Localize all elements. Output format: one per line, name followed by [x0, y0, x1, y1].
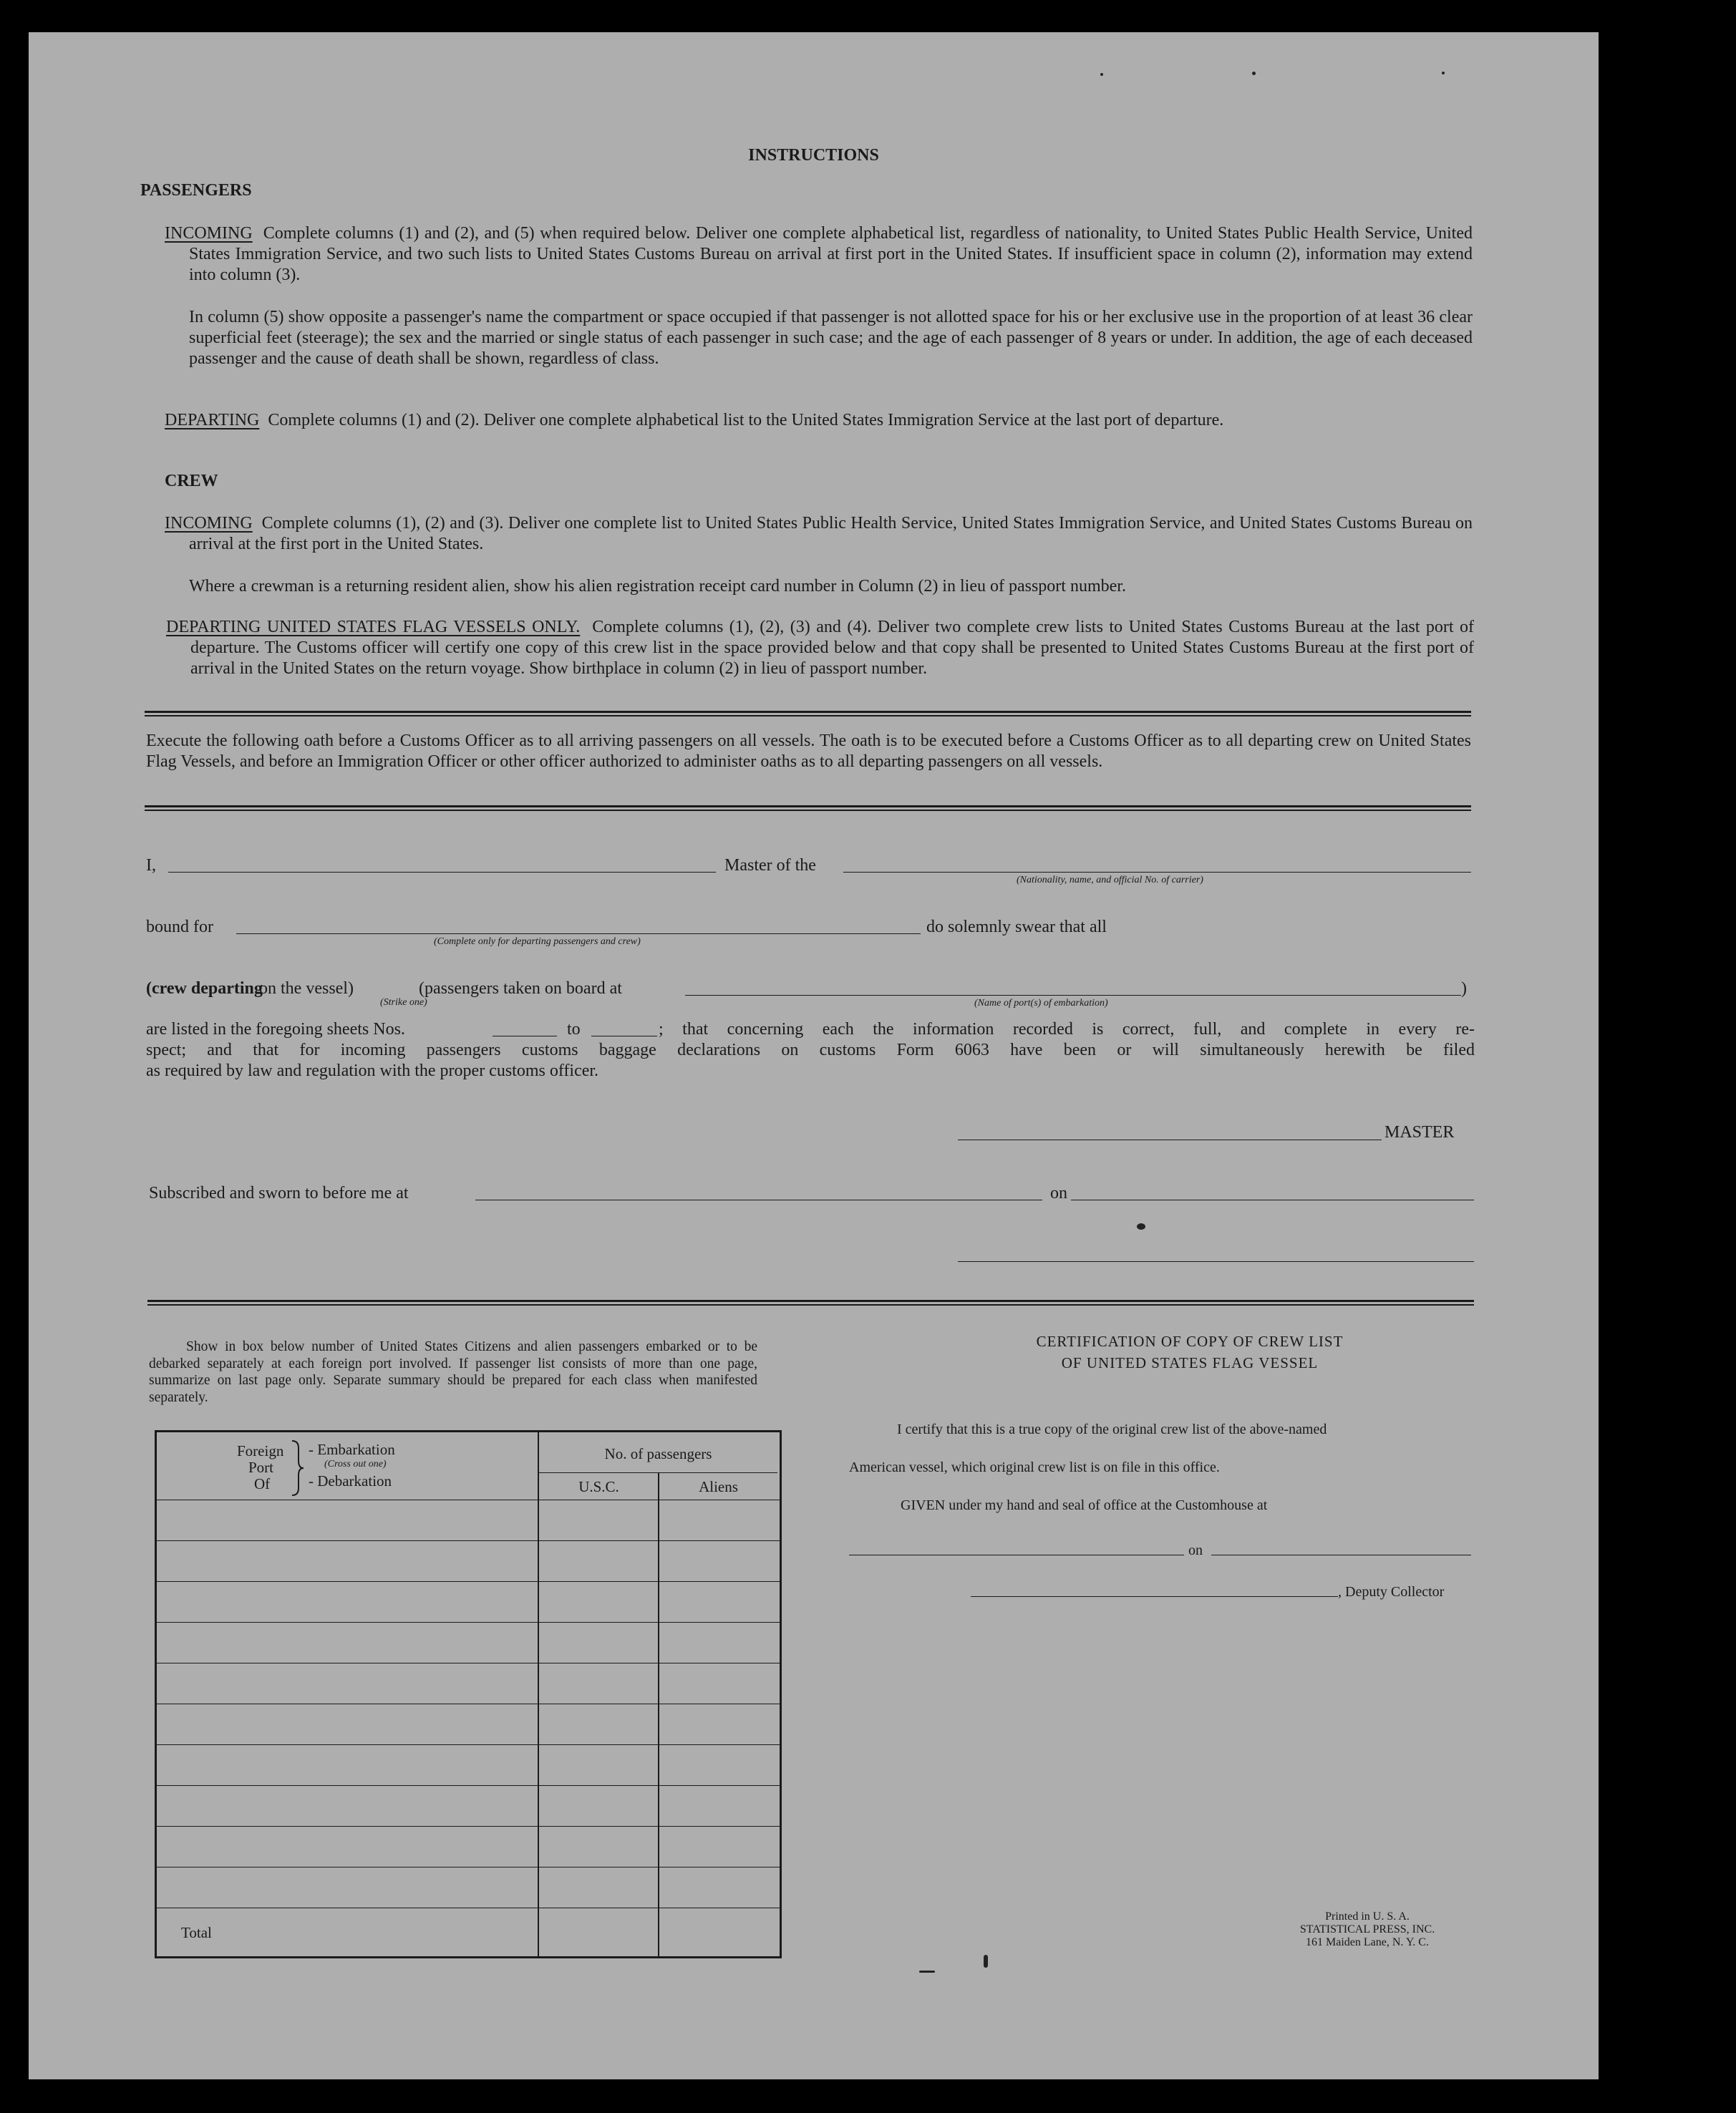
- table-row: [157, 1785, 780, 1786]
- cross-out-caption: (Cross out one): [324, 1459, 387, 1470]
- debarkation-label: - Debarkation: [309, 1472, 392, 1490]
- ink-speck: [1252, 72, 1256, 75]
- summary-instructions: Show in box below number of United States Citizens and alien passengers embarked or to be debarked separately at each foreign port involved. If passenger list consists of more than one page, summarize on last page only. Separate summary should be prepared for each class when manifested separately.: [149, 1339, 757, 1405]
- column-divider: [658, 1472, 659, 1956]
- port-embarkation-line[interactable]: [685, 995, 1461, 996]
- of-label: Of: [254, 1475, 271, 1492]
- table-row: [157, 1744, 780, 1745]
- column-divider: [538, 1432, 539, 1956]
- certification-on-text: on: [1188, 1543, 1203, 1558]
- crew-heading: CREW: [165, 472, 218, 490]
- usc-header: U.S.C.: [578, 1478, 619, 1495]
- certify-line-1: I certify that this is a true copy of the original crew list of the above-named: [897, 1422, 1327, 1437]
- certification-title-1: CERTIFICATION OF COPY OF CREW LIST: [1036, 1333, 1344, 1350]
- crew-departing-label: DEPARTING UNITED STATES FLAG VESSELS ONLY.: [166, 618, 581, 636]
- printer-line-1: Printed in U. S. A.: [1325, 1910, 1410, 1923]
- foreign-label: Foreign: [237, 1442, 284, 1459]
- master-label: MASTER: [1385, 1123, 1455, 1142]
- embarkation-label: - Embarkation: [309, 1441, 395, 1458]
- bound-for-label: bound for: [146, 918, 213, 936]
- brace-icon: [290, 1439, 306, 1497]
- passengers-incoming-paragraph: [165, 223, 1473, 286]
- strike-caption: (Strike one): [380, 997, 427, 1008]
- instructions-title: INSTRUCTIONS: [748, 146, 879, 165]
- crew-departing-text: (crew departing: [146, 979, 263, 998]
- ink-speck: [1100, 73, 1103, 76]
- officer-signature-line[interactable]: [958, 1261, 1474, 1262]
- master-of-the-label: Master of the: [724, 856, 816, 875]
- printer-line-2: STATISTICAL PRESS, INC.: [1299, 1923, 1435, 1935]
- master-name-line[interactable]: [168, 872, 716, 873]
- given-text: GIVEN under my hand and seal of office at the Customhouse at: [901, 1497, 1268, 1513]
- listed-rest-line-2: spect; and that for incoming passengers customs baggage declarations on customs Form 6063 have been or will simultaneously herewith be filed: [146, 1041, 1475, 1059]
- departing-text: Complete columns (1) and (2). Deliver one complete alphabetical list to the United States Immigration Service at the last port of departure.: [268, 411, 1224, 429]
- on-the-vessel-text: on the vessel): [259, 979, 354, 998]
- certify-line-2: American vessel, which original crew list is on file in this office.: [849, 1459, 1220, 1475]
- crew-incoming-text: Complete columns (1), (2) and (3). Deliver one complete list to United States Public Health Service, United States Immigration Service, and United States Customs Bureau on arrival at the first port in the United States.: [189, 514, 1473, 553]
- port-label: Port: [248, 1459, 274, 1476]
- divider-double: [145, 805, 1471, 811]
- table-row: [157, 1826, 780, 1827]
- on-text: on: [1050, 1184, 1067, 1203]
- crewman-paragraph: Where a crewman is a returning resident alien, show his alien registration receipt card number in Column (2) in lieu of passport number.: [189, 577, 1126, 596]
- ink-speck: [1442, 72, 1445, 74]
- crew-incoming-label: INCOMING: [165, 514, 253, 533]
- i-label: I,: [146, 856, 156, 875]
- no-of-passengers-header: No. of passengers: [604, 1445, 712, 1462]
- crew-departing-text: Complete columns (1), (2), (3) and (4). Deliver two complete crew lists to United States Customs Bureau at the last port of departure. The Customs officer will certify one copy of this crew list in the space provided below and that copy shall be presented to United States Customs Bureau at the first port of arrival in the United States on the return voyage. Show birthplace in column (2) in lieu of passport number.: [190, 618, 1474, 678]
- subscribed-text: Subscribed and sworn to before me at: [149, 1184, 409, 1203]
- deputy-signature-line[interactable]: [971, 1596, 1338, 1597]
- incoming-label: INCOMING: [165, 224, 253, 243]
- column5-paragraph: In column (5) show opposite a passenger's name the compartment or space occupied if that passenger is not allotted space for his or her exclusive use in the proportion of at least 36 clear superficial feet (steerage); the sex and the married or single status of each passenger in such case; and the age of each passenger of 8 years or under. In addition, the age of each deceased passenger and the cause of death shall be shown, regardless of class.: [189, 308, 1473, 368]
- incoming-text: Complete columns (1) and (2), and (5) when required below. Deliver one complete alphabetical list, regardless of nationality, to United States Public Health Service, United States Immigration Service, and two such lists to United States Customs Bureau on arrival at first port in the United States. If insufficient space in column (2), information may extend into column (3).: [189, 224, 1473, 284]
- certification-title-2: OF UNITED STATES FLAG VESSEL: [1061, 1354, 1319, 1371]
- nationality-caption: (Nationality, name, and official No. of carrier): [1017, 875, 1203, 885]
- table-row: [157, 1622, 780, 1623]
- divider-double: [145, 711, 1471, 717]
- table-row: [157, 1540, 780, 1541]
- port-caption: (Name of port(s) of embarkation): [974, 998, 1108, 1009]
- table-row: [157, 1581, 780, 1582]
- divider-double: [147, 1300, 1474, 1306]
- complete-caption: (Complete only for departing passengers and crew): [434, 936, 641, 947]
- deputy-collector-label: , Deputy Collector: [1338, 1584, 1445, 1600]
- bound-for-line[interactable]: [236, 933, 921, 934]
- solemnly-swear-label: do solemnly swear that all: [926, 918, 1107, 936]
- crew-incoming-paragraph: [165, 513, 1473, 555]
- crew-departing-paragraph: [166, 617, 1474, 679]
- printer-line-3: 161 Maiden Lane, N. Y. C.: [1306, 1936, 1429, 1948]
- carrier-line[interactable]: [843, 872, 1471, 873]
- listed-rest-line-1: ; that concerning each the information recorded is correct, full, and complete in every re-: [659, 1020, 1475, 1039]
- form-page: [29, 32, 1599, 2079]
- passengers-taken-text: (passengers taken on board at: [419, 979, 622, 998]
- ink-speck: [919, 1971, 935, 1973]
- departing-label: DEPARTING: [165, 411, 260, 429]
- passengers-heading: PASSENGERS: [140, 181, 252, 200]
- to-text: to: [567, 1020, 581, 1039]
- close-paren: ): [1461, 979, 1467, 998]
- listed-in-text: are listed in the foregoing sheets Nos.: [146, 1020, 405, 1039]
- listed-rest-line-3: as required by law and regulation with the proper customs officer.: [146, 1062, 599, 1080]
- aliens-header: Aliens: [699, 1478, 738, 1495]
- execute-oath-paragraph: Execute the following oath before a Customs Officer as to all arriving passengers on all vessels. The oath is to be executed before a Customs Officer as to all departing crew on United States Flag Vessels, and before an Immigration Officer or other officer authorized to administer oaths as to all departing passengers on all vessels.: [146, 732, 1471, 771]
- total-label: Total: [181, 1924, 212, 1941]
- ink-speck: [984, 1955, 988, 1968]
- ink-speck: [1137, 1223, 1145, 1230]
- passenger-summary-table: [155, 1430, 782, 1958]
- passengers-departing-paragraph: [165, 410, 1473, 431]
